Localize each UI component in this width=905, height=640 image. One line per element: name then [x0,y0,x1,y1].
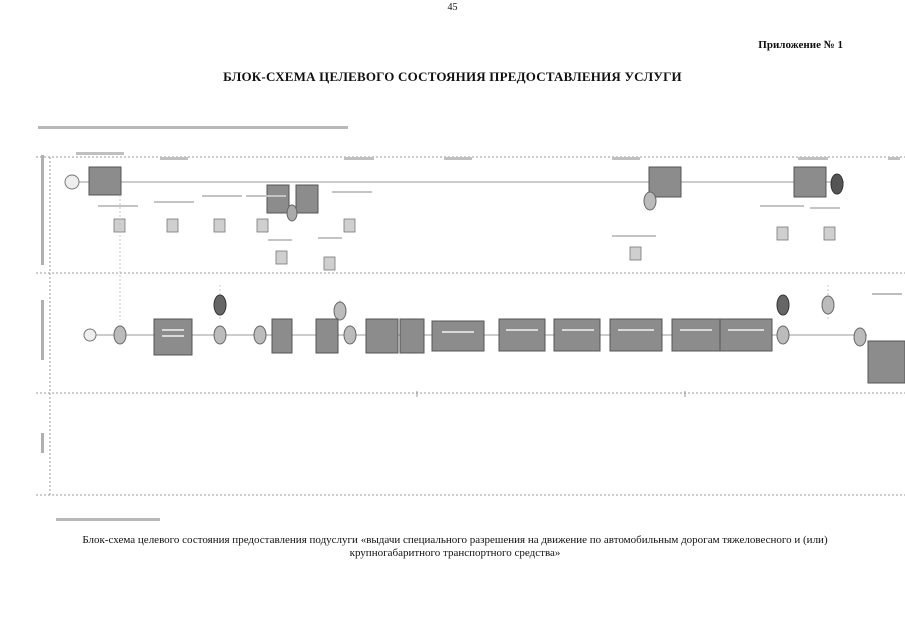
end-event-icon [831,174,843,194]
gateway-icon [777,295,789,315]
gateway-icon [214,326,226,344]
gateway-icon [114,326,126,344]
appendix-label: Приложение № 1 [758,39,843,51]
start-event-icon [65,175,79,189]
task-box [267,185,289,213]
phase-headers [76,152,900,160]
page-title: БЛОК-СХЕМА ЦЕЛЕВОГО СОСТОЯНИЯ ПРЕДОСТАВЛЕНИЯ УСЛУГИ [223,69,682,84]
task-box [89,167,121,195]
gateway-icon [287,205,297,221]
connector-lines [120,195,828,320]
gateway-icon [254,326,266,344]
figure-caption: Блок-схема целевого состояния предоставления подуслуги «выдачи специального разрешения на движение по автомобильным дорогам тяжеловесного и (или) крупногабаритного транспортного средства» [82,534,828,559]
gateway-icon [822,296,834,314]
gateway-icon [214,295,226,315]
task-box [296,185,318,213]
process-flowchart [32,115,905,535]
gateway-icon [777,326,789,344]
task-box [794,167,826,197]
gateway-icon [344,326,356,344]
gateway-icon [854,328,866,346]
gateway-icon [334,302,346,320]
diagram-header-text [38,126,348,129]
task-box [649,167,681,197]
document-icons [114,219,835,270]
start-event-icon [84,329,96,341]
document-labels [98,191,840,241]
lane-labels [41,155,44,453]
gateway-icon [644,192,656,210]
diagram-footer-note [56,518,160,521]
page-number: 45 [447,2,458,13]
connector-lines [417,391,685,397]
task-boxes [154,319,905,383]
